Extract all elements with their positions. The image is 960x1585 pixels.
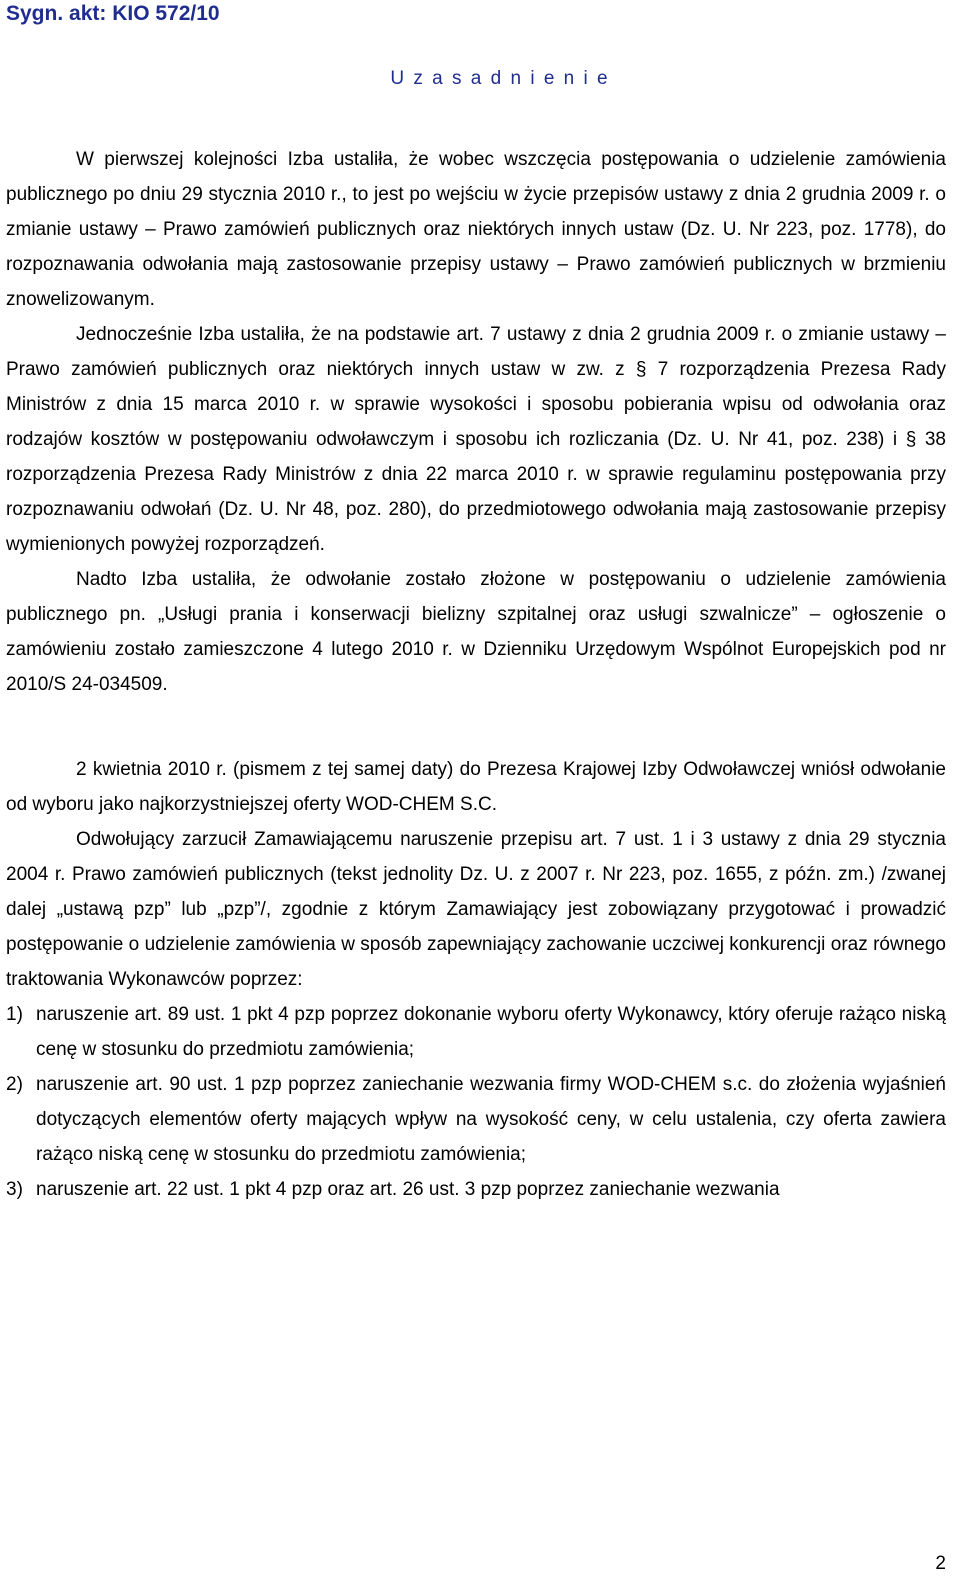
list-item-text: naruszenie art. 22 ust. 1 pkt 4 pzp oraz art. 26 ust. 3 pzp poprzez zaniechanie wezwania <box>36 1179 780 1200</box>
paragraph-appeal-filed: 2 kwietnia 2010 r. (pismem z tej samej daty) do Prezesa Krajowej Izby Odwoławczej wniósł odwołanie od wyboru jako najkorzystniejszej oferty WOD-CHEM S.C. <box>6 759 946 815</box>
list-number: 1) <box>6 1004 23 1025</box>
spacer <box>6 702 946 752</box>
list-item <box>6 997 946 1067</box>
list-item <box>6 1172 946 1207</box>
allegations-list <box>6 997 946 1207</box>
paragraph-allegations: Odwołujący zarzucił Zamawiającemu naruszenie przepisu art. 7 ust. 1 i 3 ustawy z dnia 29 stycznia 2004 r. Prawo zamówień publicznych (tekst jednolity Dz. U. z 2007 r. Nr 223, poz. 1655, z późn. zm.) /zwanej dalej „ustawą pzp” lub „pzp”/, zgodnie z którym Zamawiający jest zobowiązany przygotować i prowadzić postępowanie o udzielenie zamówienia w sposób zapewniający zachowanie uczciwej konkurencji oraz równego traktowania Wykonawców poprzez: <box>6 829 946 990</box>
list-item <box>6 1067 946 1172</box>
paragraph-regulations: Jednocześnie Izba ustaliła, że na podstawie art. 7 ustawy z dnia 2 grudnia 2009 r. o zmianie ustawy – Prawo zamówień publicznych oraz niektórych innych ustaw w zw. z § 7 rozporządzenia Prezesa Rady Ministrów z dnia 15 marca 2010 r. w sprawie wysokości i sposobu pobierania wpisu od odwołania oraz rodzajów kosztów w postępowaniu odwoławczym i sposobu ich rozliczania (Dz. U. Nr 41, poz. 238) i § 38 rozporządzenia Prezesa Rady Ministrów z dnia 22 marca 2010 r. w sprawie regulaminu postępowania przy rozpoznawaniu odwołań (Dz. U. Nr 48, poz. 280), do przedmiotowego odwołania mają zastosowanie przepisy wymienionych powyżej rozporządzeń. <box>6 324 946 555</box>
paragraph-procurement: Nadto Izba ustaliła, że odwołanie zostało złożone w postępowaniu o udzielenie zamówienia publicznego pn. „Usługi prania i konserwacji bielizny szpitalnej oraz usługi szwalnicze” – ogłoszenie o zamówieniu zostało zamieszczone 4 lutego 2010 r. w Dzienniku Urzędowym Wspólnot Europejskich pod nr 2010/S 24-034509. <box>6 569 946 695</box>
list-item-text: naruszenie art. 90 ust. 1 pzp poprzez zaniechanie wezwania firmy WOD-CHEM s.c. do złożenia wyjaśnień dotyczących elementów oferty mających wpływ na wysokość ceny, w celu ustalenia, czy oferta zawiera rażąco niską cenę w stosunku do przedmiotu zamówienia; <box>36 1074 946 1165</box>
section-title: U z a s a d n i e n i e <box>390 68 610 89</box>
case-reference: Sygn. akt: KIO 572/10 <box>6 2 220 25</box>
list-number: 3) <box>6 1179 23 1200</box>
list-number: 2) <box>6 1074 23 1095</box>
document-body <box>6 142 946 1207</box>
paragraph-applicable-law: W pierwszej kolejności Izba ustaliła, że wobec wszczęcia postępowania o udzielenie zamówienia publicznego po dniu 29 stycznia 2010 r., to jest po wejściu w życie przepisów ustawy z dnia 2 grudnia 2009 r. o zmianie ustawy – Prawo zamówień publicznych oraz niektórych innych ustaw (Dz. U. Nr 223, poz. 1778), do rozpoznawania odwołania mają zastosowanie przepisy ustawy – Prawo zamówień publicznych w brzmieniu znowelizowanym. <box>6 149 946 310</box>
list-item-text: naruszenie art. 89 ust. 1 pkt 4 pzp poprzez dokonanie wyboru oferty Wykonawcy, który oferuje rażąco niską cenę w stosunku do przedmiotu zamówienia; <box>36 1004 946 1060</box>
page-number: 2 <box>935 1553 946 1574</box>
